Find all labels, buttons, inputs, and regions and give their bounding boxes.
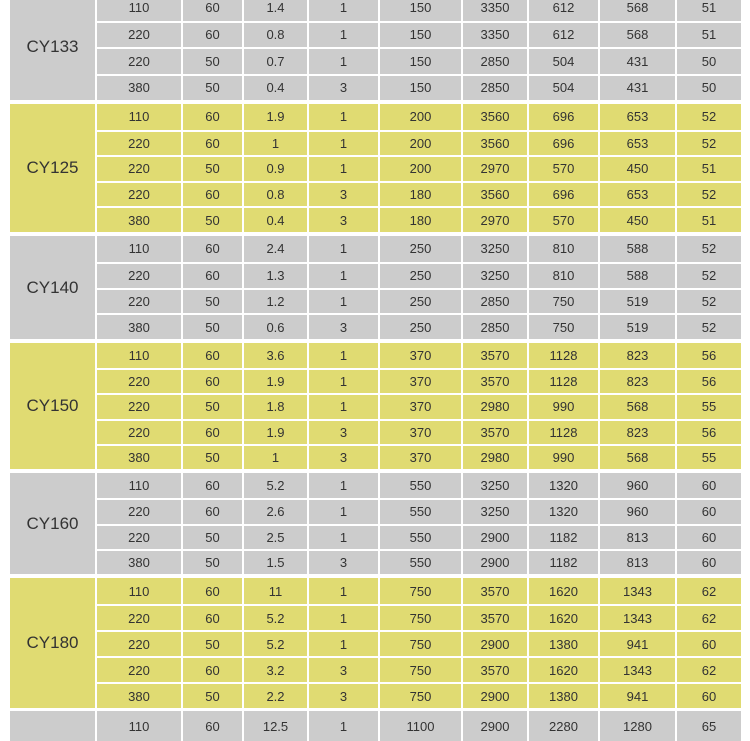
table-cell: 1320 bbox=[527, 473, 598, 498]
table-cell: 55 bbox=[675, 395, 741, 418]
table-cell: 220 bbox=[95, 632, 181, 656]
table-cell: 220 bbox=[95, 658, 181, 682]
table-cell: 52 bbox=[675, 104, 741, 130]
table-cell: 110 bbox=[95, 473, 181, 498]
table-cell: 110 bbox=[95, 0, 181, 21]
table-cell: 60 bbox=[181, 236, 242, 262]
table-cell: 370 bbox=[378, 395, 461, 418]
table-cell: 50 bbox=[181, 684, 242, 708]
table-cell: 60 bbox=[675, 684, 741, 708]
table-cell: 2980 bbox=[461, 446, 527, 469]
table-cell: 1128 bbox=[527, 370, 598, 393]
table-cell: 250 bbox=[378, 236, 461, 262]
table-cell: 5.2 bbox=[242, 473, 307, 498]
model-group bbox=[10, 343, 741, 469]
table-cell: 1.3 bbox=[242, 264, 307, 288]
table-cell: 810 bbox=[527, 264, 598, 288]
table-cell: 60 bbox=[181, 711, 242, 741]
table-cell: 1 bbox=[307, 264, 378, 288]
table-cell: 150 bbox=[378, 49, 461, 74]
table-cell: 60 bbox=[181, 343, 242, 368]
table-cell: 51 bbox=[675, 0, 741, 21]
table-cell: 1 bbox=[307, 132, 378, 156]
table-cell: 52 bbox=[675, 264, 741, 288]
table-cell: 55 bbox=[675, 446, 741, 469]
table-cell: 2.6 bbox=[242, 500, 307, 523]
table-row bbox=[95, 419, 741, 444]
table-cell: 200 bbox=[378, 132, 461, 156]
table-cell: 250 bbox=[378, 315, 461, 339]
table-row bbox=[95, 104, 741, 130]
table-cell: 50 bbox=[181, 76, 242, 101]
table-row bbox=[95, 498, 741, 523]
table-cell: 50 bbox=[181, 526, 242, 549]
table-row bbox=[95, 155, 741, 181]
table-cell: 1 bbox=[307, 500, 378, 523]
table-cell: 370 bbox=[378, 446, 461, 469]
table-cell: 370 bbox=[378, 370, 461, 393]
table-row bbox=[95, 288, 741, 314]
table-cell: 1 bbox=[307, 711, 378, 741]
table-cell: 823 bbox=[598, 343, 675, 368]
table-row bbox=[95, 578, 741, 604]
table-cell: 2.5 bbox=[242, 526, 307, 549]
table-cell: 750 bbox=[378, 658, 461, 682]
table-cell: 12.5 bbox=[242, 711, 307, 741]
table-cell: 2.4 bbox=[242, 236, 307, 262]
model-label bbox=[10, 711, 95, 741]
model-label: CY125 bbox=[26, 158, 79, 177]
table-cell: 56 bbox=[675, 421, 741, 444]
table-cell: 3570 bbox=[461, 658, 527, 682]
table-cell: 431 bbox=[598, 49, 675, 74]
table-row bbox=[95, 130, 741, 156]
model-group bbox=[10, 473, 741, 574]
table-cell: 1 bbox=[242, 446, 307, 469]
table-row bbox=[95, 21, 741, 48]
table-cell: 1 bbox=[307, 370, 378, 393]
table-cell: 1620 bbox=[527, 658, 598, 682]
table-cell: 750 bbox=[527, 290, 598, 314]
model-group bbox=[10, 0, 741, 100]
table-cell: 2900 bbox=[461, 551, 527, 574]
table-cell: 52 bbox=[675, 236, 741, 262]
table-cell: 1 bbox=[307, 395, 378, 418]
model-label: CY180 bbox=[26, 633, 79, 652]
table-cell: 588 bbox=[598, 236, 675, 262]
table-row bbox=[95, 682, 741, 708]
table-cell: 52 bbox=[675, 132, 741, 156]
table-cell: 0.9 bbox=[242, 157, 307, 181]
model-group bbox=[10, 711, 741, 741]
table-cell: 3570 bbox=[461, 421, 527, 444]
table-cell: 3 bbox=[307, 183, 378, 207]
table-cell: 823 bbox=[598, 421, 675, 444]
table-cell: 1 bbox=[307, 473, 378, 498]
table-cell: 1380 bbox=[527, 632, 598, 656]
table-cell: 1 bbox=[242, 132, 307, 156]
table-cell: 110 bbox=[95, 236, 181, 262]
table-cell: 3 bbox=[307, 658, 378, 682]
table-cell: 2850 bbox=[461, 290, 527, 314]
table-cell: 110 bbox=[95, 578, 181, 604]
table-cell: 1620 bbox=[527, 578, 598, 604]
table-cell: 2280 bbox=[527, 711, 598, 741]
table-row bbox=[95, 181, 741, 207]
table-cell: 110 bbox=[95, 104, 181, 130]
table-cell: 1.9 bbox=[242, 104, 307, 130]
table-cell: 3560 bbox=[461, 104, 527, 130]
table-cell: 504 bbox=[527, 76, 598, 101]
table-row bbox=[95, 262, 741, 288]
table-cell: 220 bbox=[95, 49, 181, 74]
table-cell: 3570 bbox=[461, 343, 527, 368]
model-label: CY150 bbox=[26, 396, 79, 415]
table-cell: 1380 bbox=[527, 684, 598, 708]
table-cell: 3570 bbox=[461, 606, 527, 630]
table-cell: 612 bbox=[527, 0, 598, 21]
table-cell: 3.6 bbox=[242, 343, 307, 368]
table-cell: 1 bbox=[307, 290, 378, 314]
table-cell: 570 bbox=[527, 208, 598, 232]
table-cell: 1 bbox=[307, 606, 378, 630]
table-cell: 1128 bbox=[527, 421, 598, 444]
table-cell: 150 bbox=[378, 23, 461, 48]
table-cell: 60 bbox=[181, 421, 242, 444]
table-cell: 519 bbox=[598, 315, 675, 339]
table-cell: 450 bbox=[598, 157, 675, 181]
table-cell: 150 bbox=[378, 0, 461, 21]
table-cell: 3 bbox=[307, 421, 378, 444]
model-group bbox=[10, 104, 741, 232]
table-cell: 56 bbox=[675, 343, 741, 368]
table-cell: 250 bbox=[378, 290, 461, 314]
model-label: CY160 bbox=[26, 513, 79, 533]
table-cell: 50 bbox=[181, 446, 242, 469]
table-cell: 1.5 bbox=[242, 551, 307, 574]
table-cell: 60 bbox=[181, 370, 242, 393]
table-cell: 380 bbox=[95, 446, 181, 469]
table-cell: 3 bbox=[307, 551, 378, 574]
table-cell: 960 bbox=[598, 500, 675, 523]
table-cell: 1320 bbox=[527, 500, 598, 523]
table-cell: 50 bbox=[181, 395, 242, 418]
table-cell: 1100 bbox=[378, 711, 461, 741]
table-cell: 60 bbox=[675, 526, 741, 549]
table-cell: 3250 bbox=[461, 500, 527, 523]
table-cell: 696 bbox=[527, 132, 598, 156]
table-cell: 3570 bbox=[461, 578, 527, 604]
table-cell: 370 bbox=[378, 421, 461, 444]
table-cell: 550 bbox=[378, 551, 461, 574]
table-cell: 1.4 bbox=[242, 0, 307, 21]
table-cell: 3250 bbox=[461, 264, 527, 288]
table-cell: 52 bbox=[675, 315, 741, 339]
table-cell: 220 bbox=[95, 370, 181, 393]
table-cell: 220 bbox=[95, 526, 181, 549]
table-cell: 2850 bbox=[461, 76, 527, 101]
table-cell: 1343 bbox=[598, 578, 675, 604]
table-cell: 1128 bbox=[527, 343, 598, 368]
table-cell: 3350 bbox=[461, 0, 527, 21]
table-cell: 60 bbox=[181, 183, 242, 207]
table-cell: 2850 bbox=[461, 49, 527, 74]
table-cell: 50 bbox=[181, 315, 242, 339]
table-cell: 62 bbox=[675, 606, 741, 630]
table-cell: 653 bbox=[598, 104, 675, 130]
table-cell: 1343 bbox=[598, 606, 675, 630]
table-row bbox=[95, 0, 741, 21]
table-row bbox=[95, 236, 741, 262]
table-cell: 60 bbox=[181, 132, 242, 156]
table-cell: 1620 bbox=[527, 606, 598, 630]
table-cell: 11 bbox=[242, 578, 307, 604]
table-cell: 180 bbox=[378, 208, 461, 232]
table-cell: 2850 bbox=[461, 315, 527, 339]
table-cell: 220 bbox=[95, 132, 181, 156]
table-cell: 519 bbox=[598, 290, 675, 314]
table-cell: 60 bbox=[181, 104, 242, 130]
table-cell: 110 bbox=[95, 711, 181, 741]
table-cell: 750 bbox=[527, 315, 598, 339]
table-cell: 50 bbox=[181, 208, 242, 232]
table-cell: 813 bbox=[598, 526, 675, 549]
table-cell: 50 bbox=[181, 49, 242, 74]
table-cell: 568 bbox=[598, 446, 675, 469]
table-cell: 3 bbox=[307, 684, 378, 708]
table-cell: 750 bbox=[378, 606, 461, 630]
table-cell: 380 bbox=[95, 315, 181, 339]
table-cell: 696 bbox=[527, 183, 598, 207]
table-cell: 990 bbox=[527, 395, 598, 418]
table-cell: 2.2 bbox=[242, 684, 307, 708]
table-row bbox=[95, 313, 741, 339]
table-cell: 220 bbox=[95, 183, 181, 207]
table-cell: 1 bbox=[307, 104, 378, 130]
table-cell: 60 bbox=[675, 551, 741, 574]
table-cell: 60 bbox=[675, 632, 741, 656]
table-cell: 65 bbox=[675, 711, 741, 741]
table-cell: 3 bbox=[307, 76, 378, 101]
table-row bbox=[95, 393, 741, 418]
table-cell: 2970 bbox=[461, 157, 527, 181]
table-cell: 568 bbox=[598, 23, 675, 48]
table-cell: 51 bbox=[675, 23, 741, 48]
table-cell: 60 bbox=[675, 500, 741, 523]
table-cell: 50 bbox=[181, 157, 242, 181]
table-cell: 60 bbox=[181, 578, 242, 604]
table-cell: 823 bbox=[598, 370, 675, 393]
table-cell: 51 bbox=[675, 208, 741, 232]
table-cell: 3 bbox=[307, 446, 378, 469]
table-cell: 750 bbox=[378, 684, 461, 708]
model-label: CY140 bbox=[26, 277, 79, 297]
table-cell: 5.2 bbox=[242, 606, 307, 630]
table-cell: 1280 bbox=[598, 711, 675, 741]
table-cell: 1182 bbox=[527, 526, 598, 549]
table-cell: 220 bbox=[95, 395, 181, 418]
table-cell: 0.8 bbox=[242, 23, 307, 48]
table-cell: 50 bbox=[675, 76, 741, 101]
table-cell: 220 bbox=[95, 290, 181, 314]
table-cell: 200 bbox=[378, 157, 461, 181]
table-cell: 1 bbox=[307, 632, 378, 656]
table-cell: 3560 bbox=[461, 132, 527, 156]
table-cell: 1.9 bbox=[242, 421, 307, 444]
table-cell: 380 bbox=[95, 208, 181, 232]
table-cell: 50 bbox=[181, 551, 242, 574]
table-cell: 52 bbox=[675, 290, 741, 314]
table-cell: 50 bbox=[181, 290, 242, 314]
table-cell: 813 bbox=[598, 551, 675, 574]
table-cell: 50 bbox=[675, 49, 741, 74]
table-cell: 810 bbox=[527, 236, 598, 262]
table-cell: 3 bbox=[307, 315, 378, 339]
table-row bbox=[95, 604, 741, 630]
table-cell: 941 bbox=[598, 684, 675, 708]
table-cell: 380 bbox=[95, 76, 181, 101]
table-row bbox=[95, 343, 741, 368]
table-cell: 62 bbox=[675, 578, 741, 604]
table-cell: 1.8 bbox=[242, 395, 307, 418]
table-cell: 450 bbox=[598, 208, 675, 232]
table-cell: 220 bbox=[95, 23, 181, 48]
table-cell: 960 bbox=[598, 473, 675, 498]
table-cell: 504 bbox=[527, 49, 598, 74]
table-cell: 2970 bbox=[461, 208, 527, 232]
table-cell: 110 bbox=[95, 343, 181, 368]
table-cell: 0.4 bbox=[242, 76, 307, 101]
table-cell: 52 bbox=[675, 183, 741, 207]
table-row bbox=[95, 630, 741, 656]
table-cell: 431 bbox=[598, 76, 675, 101]
table-row bbox=[95, 206, 741, 232]
table-cell: 750 bbox=[378, 578, 461, 604]
table-cell: 3350 bbox=[461, 23, 527, 48]
table-cell: 1 bbox=[307, 157, 378, 181]
table-cell: 220 bbox=[95, 500, 181, 523]
table-cell: 653 bbox=[598, 132, 675, 156]
table-cell: 180 bbox=[378, 183, 461, 207]
table-cell: 1 bbox=[307, 526, 378, 549]
table-cell: 696 bbox=[527, 104, 598, 130]
table-cell: 550 bbox=[378, 526, 461, 549]
table-cell: 370 bbox=[378, 343, 461, 368]
table-cell: 50 bbox=[181, 632, 242, 656]
table-row bbox=[95, 711, 741, 741]
table-cell: 220 bbox=[95, 157, 181, 181]
table-cell: 568 bbox=[598, 395, 675, 418]
table-cell: 62 bbox=[675, 658, 741, 682]
table-cell: 1343 bbox=[598, 658, 675, 682]
table-cell: 1 bbox=[307, 343, 378, 368]
table-cell: 1 bbox=[307, 578, 378, 604]
table-cell: 1 bbox=[307, 49, 378, 74]
table-cell: 3250 bbox=[461, 236, 527, 262]
table-cell: 1 bbox=[307, 0, 378, 21]
table-cell: 3.2 bbox=[242, 658, 307, 682]
table-cell: 150 bbox=[378, 76, 461, 101]
table-row bbox=[95, 368, 741, 393]
table-cell: 3 bbox=[307, 208, 378, 232]
table-row bbox=[95, 656, 741, 682]
table-cell: 653 bbox=[598, 183, 675, 207]
table-cell: 5.2 bbox=[242, 632, 307, 656]
table-cell: 2900 bbox=[461, 684, 527, 708]
table-cell: 941 bbox=[598, 632, 675, 656]
table-cell: 550 bbox=[378, 473, 461, 498]
table-cell: 2900 bbox=[461, 526, 527, 549]
table-cell: 60 bbox=[181, 606, 242, 630]
table-cell: 220 bbox=[95, 264, 181, 288]
table-cell: 588 bbox=[598, 264, 675, 288]
table-cell: 220 bbox=[95, 606, 181, 630]
table-cell: 250 bbox=[378, 264, 461, 288]
table-cell: 990 bbox=[527, 446, 598, 469]
table-cell: 1 bbox=[307, 23, 378, 48]
table-cell: 380 bbox=[95, 684, 181, 708]
table-cell: 3560 bbox=[461, 183, 527, 207]
table-cell: 60 bbox=[181, 658, 242, 682]
table-cell: 0.6 bbox=[242, 315, 307, 339]
table-cell: 380 bbox=[95, 551, 181, 574]
table-cell: 60 bbox=[181, 264, 242, 288]
table-row bbox=[95, 444, 741, 469]
model-label: CY133 bbox=[26, 37, 79, 56]
table-row bbox=[95, 473, 741, 498]
table-cell: 2900 bbox=[461, 711, 527, 741]
table-cell: 3250 bbox=[461, 473, 527, 498]
model-group bbox=[10, 236, 741, 339]
table-cell: 2980 bbox=[461, 395, 527, 418]
model-group bbox=[10, 578, 741, 708]
table-row bbox=[95, 549, 741, 574]
table-cell: 568 bbox=[598, 0, 675, 21]
table-cell: 0.7 bbox=[242, 49, 307, 74]
table-cell: 0.4 bbox=[242, 208, 307, 232]
table-cell: 56 bbox=[675, 370, 741, 393]
table-cell: 60 bbox=[181, 473, 242, 498]
table-cell: 220 bbox=[95, 421, 181, 444]
table-cell: 1182 bbox=[527, 551, 598, 574]
table-row bbox=[95, 524, 741, 549]
table-cell: 570 bbox=[527, 157, 598, 181]
table-cell: 1.2 bbox=[242, 290, 307, 314]
table-cell: 550 bbox=[378, 500, 461, 523]
table-cell: 1 bbox=[307, 236, 378, 262]
table-row bbox=[95, 47, 741, 74]
table-cell: 60 bbox=[181, 500, 242, 523]
table-cell: 1.9 bbox=[242, 370, 307, 393]
table-row bbox=[95, 74, 741, 101]
table-cell: 0.8 bbox=[242, 183, 307, 207]
table-cell: 51 bbox=[675, 157, 741, 181]
table-cell: 60 bbox=[675, 473, 741, 498]
table-cell: 2900 bbox=[461, 632, 527, 656]
table-cell: 60 bbox=[181, 23, 242, 48]
table-cell: 750 bbox=[378, 632, 461, 656]
table-cell: 60 bbox=[181, 0, 242, 21]
table-cell: 612 bbox=[527, 23, 598, 48]
table-cell: 3570 bbox=[461, 370, 527, 393]
table-cell: 200 bbox=[378, 104, 461, 130]
